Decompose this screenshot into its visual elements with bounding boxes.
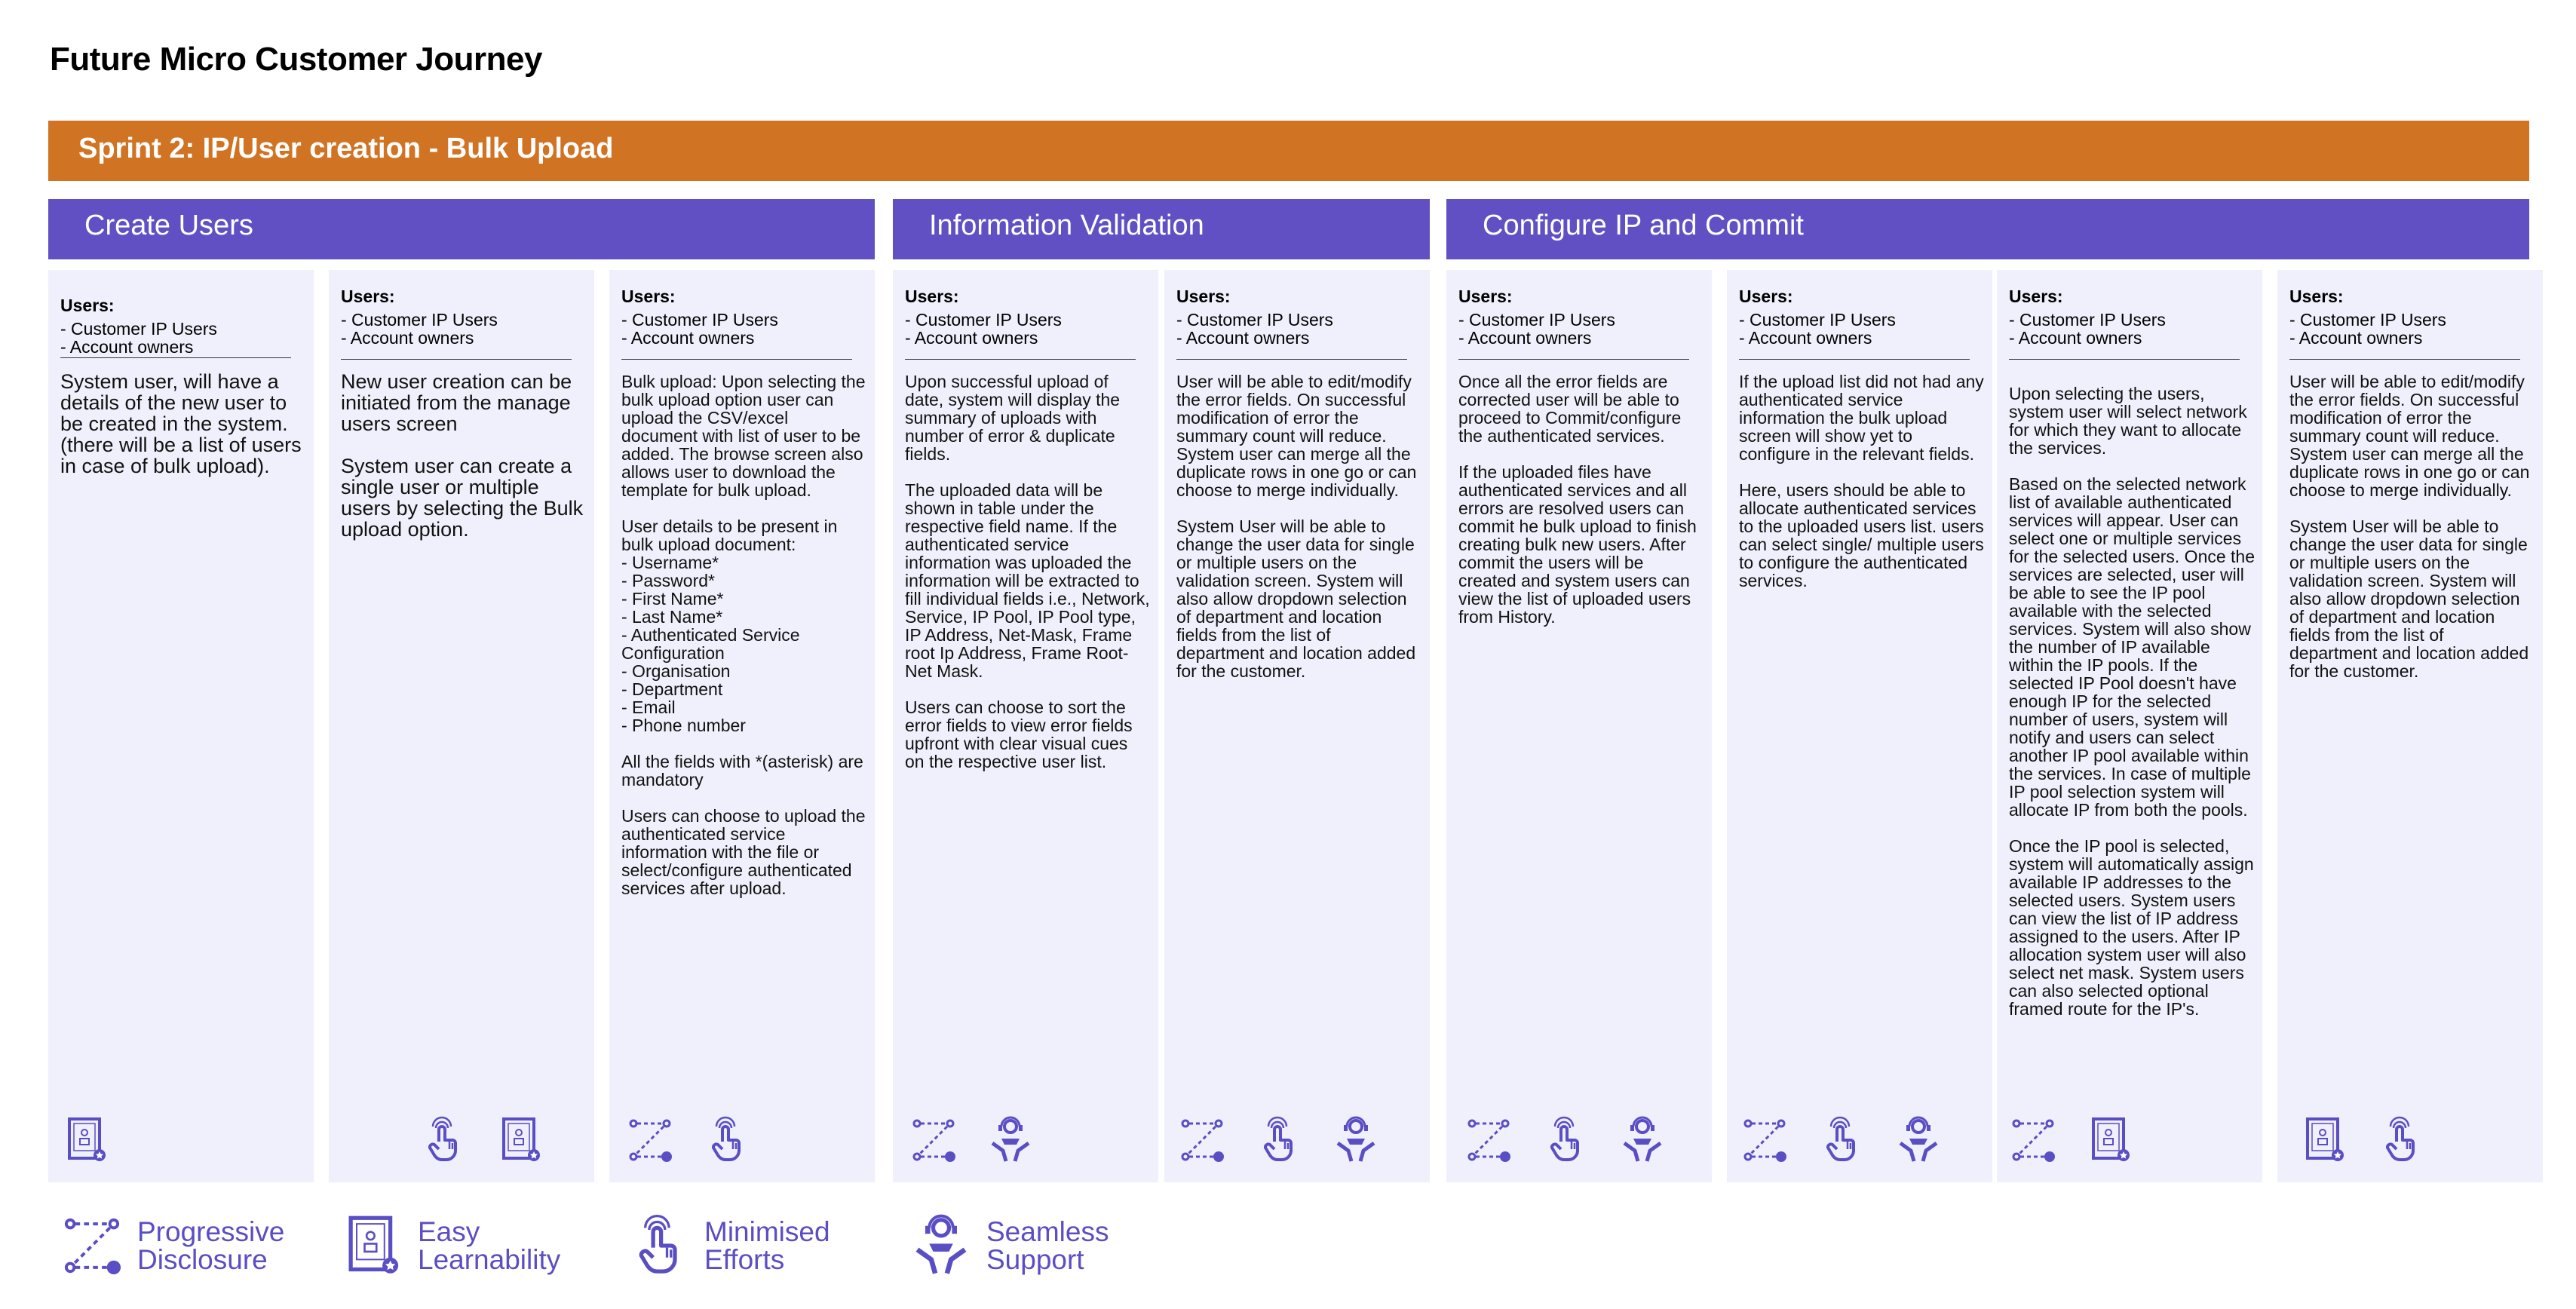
hand-tap-icon [1541,1116,1590,1164]
support-icon [986,1116,1035,1164]
users-list [341,311,498,347]
certificate-icon [62,1116,110,1164]
stage-create-users [48,199,875,259]
principle-icons [2300,1116,2425,1164]
path-icon [60,1214,124,1277]
certificate-icon [2300,1116,2348,1164]
principle-icons [419,1116,544,1164]
journey-card [1997,270,2262,1182]
user-type: - Customer IP Users [621,310,778,330]
hand-tap-icon [703,1116,751,1164]
principle-icons [1740,1116,1943,1164]
hand-tap-icon [1255,1116,1303,1164]
legend-seamless-support [909,1214,1109,1277]
user-type: - Account owners [1176,328,1310,348]
user-type: - Customer IP Users [905,310,1062,330]
journey-card [1446,270,1712,1182]
journey-card [1727,270,1992,1182]
sprint-banner [48,121,2529,181]
principle-icons [62,1116,110,1164]
card-description: Upon selecting the users, system user will select network for which they want to allocate the services. Based on the selected network list of available authenticated services will appear. User can select one or multiple services for the selected users. Once the services are selected, user will be able to see the IP pool available with the selected services. System will also show the number of IP available within the IP pools. If the selected IP Pool doesn't have enough IP for the selected number of users, system will notify and users can select another IP pool available within the services. In case of multiple IP pool selection system will allocate IP from both the pools. Once the IP pool is selected, system will automatically assign available IP addresses to the selected users. System users can view the list of IP address assigned to the users. After IP allocation system user will also select net mask. System users can also selected optional framed route for the IP's. [2009,384,2256,1019]
card-description: Upon successful upload of date, system will display the summary of uploads with number of error & duplicate fields. The uploaded data will be shown in table under the respective field name. If the authenticated service information was uploaded the information will be extracted to fill individual fields i.e., Network, Service, IP Pool, IP Pool type, IP Address, Net-Mask, Frame root Ip Address, Frame Root-Net Mask. Users can choose to sort the error fields to view error fields upfront with clear visual cues on the respective user list. [905,372,1150,771]
hand-tap-icon [1817,1116,1866,1164]
divider [905,359,1136,360]
users-list [2009,311,2166,347]
journey-card [2277,270,2543,1182]
hand-tap-icon [419,1116,468,1164]
user-type: - Customer IP Users [1739,310,1896,330]
divider [1739,359,1970,360]
user-type: - Account owners [2009,328,2142,348]
certificate-icon [496,1116,544,1164]
legend-label: Easy Learnability [418,1216,561,1275]
divider [2009,359,2240,360]
support-icon [1332,1116,1380,1164]
users-heading: Users: [621,287,676,306]
page-title: Future Micro Customer Journey [50,41,542,78]
path-icon [2009,1116,2057,1164]
journey-card [893,270,1158,1182]
users-list [905,311,1062,347]
user-type: - Account owners [341,328,474,348]
users-list [2289,311,2446,347]
journey-card [48,270,314,1182]
hand-tap-icon [2377,1116,2425,1164]
users-list [1458,311,1615,347]
users-heading: Users: [2289,287,2344,306]
divider [341,359,572,360]
journey-card [609,270,875,1182]
user-type: - Account owners [2289,328,2423,348]
legend-progressive-disclosure [60,1214,284,1277]
divider [1176,359,1407,360]
user-type: - Account owners [621,328,755,348]
users-list [621,311,778,347]
path-icon [1178,1116,1226,1164]
users-heading: Users: [1176,287,1231,306]
card-description: New user creation can be initiated from the manage users screen System user can create a single user or multiple users by selecting the Bulk upload option. [341,370,584,541]
journey-card [1164,270,1430,1182]
stage-label: Information Validation [929,210,1204,241]
divider [60,357,291,358]
stage-information-validation [893,199,1430,259]
stage-configure-ip-commit [1446,199,2529,259]
users-heading: Users: [905,287,959,306]
sprint-title: Sprint 2: IP/User creation - Bulk Upload [78,133,614,164]
user-type: - Account owners [1739,328,1872,348]
hand-tap-icon [627,1214,691,1277]
users-heading: Users: [2009,287,2063,306]
user-type: - Customer IP Users [60,319,217,339]
divider [2289,359,2520,360]
user-type: - Account owners [60,337,194,357]
path-icon [1740,1116,1789,1164]
users-heading: Users: [1739,287,1793,306]
journey-card [329,270,594,1182]
card-description: User will be able to edit/modify the error fields. On successful modification of error the summary count will reduce. System user can merge all the duplicate rows in one go or can choose to merge individually. System User will be able to change the user data for single or multiple users on the validation screen. System will also allow dropdown selection of department and location fields from the list of department and location added for the customer. [2289,372,2530,681]
principle-icons [2009,1116,2134,1164]
principle-icons [1178,1116,1380,1164]
users-list [1176,311,1333,347]
principle-icons [1464,1116,1667,1164]
divider [621,359,852,360]
legend-label: Minimised Efforts [704,1216,830,1275]
card-description: System user, will have a details of the new user to be created in the system. (there will be a list of users in case of bulk upload). [60,370,302,477]
card-description: Bulk upload: Upon selecting the bulk upload option user can upload the CSV/excel document with list of user to be added. The browse screen also allows user to download the template for bulk upload. User details to be present in bulk upload document: - Username* - Password* - First Name* - Last Name* - Authenticated Service Configuration - Organisation - Department - Email - Phone number All the fields with *(asterisk) are mandatory Users can choose to upload the authenticated service information with the file or select/configure authenticated services after upload. [621,372,866,898]
legend-label: Progressive Disclosure [137,1216,285,1275]
principle-icons [909,1116,1035,1164]
path-icon [1464,1116,1513,1164]
divider [1458,359,1689,360]
support-icon [909,1214,973,1277]
users-heading: Users: [1458,287,1513,306]
user-type: - Customer IP Users [2289,310,2446,330]
card-description: If the upload list did not had any authenticated service information the bulk upload screen will show yet to configure in the relevant fields. Here, users should be able to allocate authenticated services to the uploaded users list. users can select single/ multiple users to configure the authenticated services. [1739,372,1984,590]
user-type: - Customer IP Users [341,310,498,330]
user-type: - Customer IP Users [2009,310,2166,330]
user-type: - Customer IP Users [1458,310,1615,330]
user-type: - Account owners [1458,328,1592,348]
users-heading: Users: [341,287,395,306]
certificate-icon [2086,1116,2134,1164]
users-list [1739,311,1896,347]
user-type: - Customer IP Users [1176,310,1333,330]
support-icon [1618,1116,1667,1164]
card-description: User will be able to edit/modify the error fields. On successful modification of error the summary count will reduce. System user can merge all the duplicate rows in one go or can choose to merge individually. System User will be able to change the user data for single or multiple users on the validation screen. System will also allow dropdown selection of department and location fields from the list of department and location added for the customer. [1176,372,1417,681]
legend-easy-learnability [341,1214,560,1277]
users-heading: Users: [60,296,115,315]
path-icon [626,1116,674,1164]
card-description: Once all the error fields are corrected user will be able to proceed to Commit/configure the authenticated services. If the uploaded files have authenticated services and all errors are resolved users can commit he bulk upload to finish creating bulk new users. After commit the users will be created and system users can view the list of uploaded users from History. [1458,372,1697,627]
stage-label: Configure IP and Commit [1483,210,1804,241]
support-icon [1894,1116,1943,1164]
user-type: - Account owners [905,328,1038,348]
legend-minimised-efforts [627,1214,830,1277]
path-icon [909,1116,958,1164]
legend-label: Seamless Support [986,1216,1109,1275]
certificate-icon [341,1214,404,1277]
stage-label: Create Users [84,210,253,241]
users-list [60,320,217,356]
principle-icons [626,1116,751,1164]
